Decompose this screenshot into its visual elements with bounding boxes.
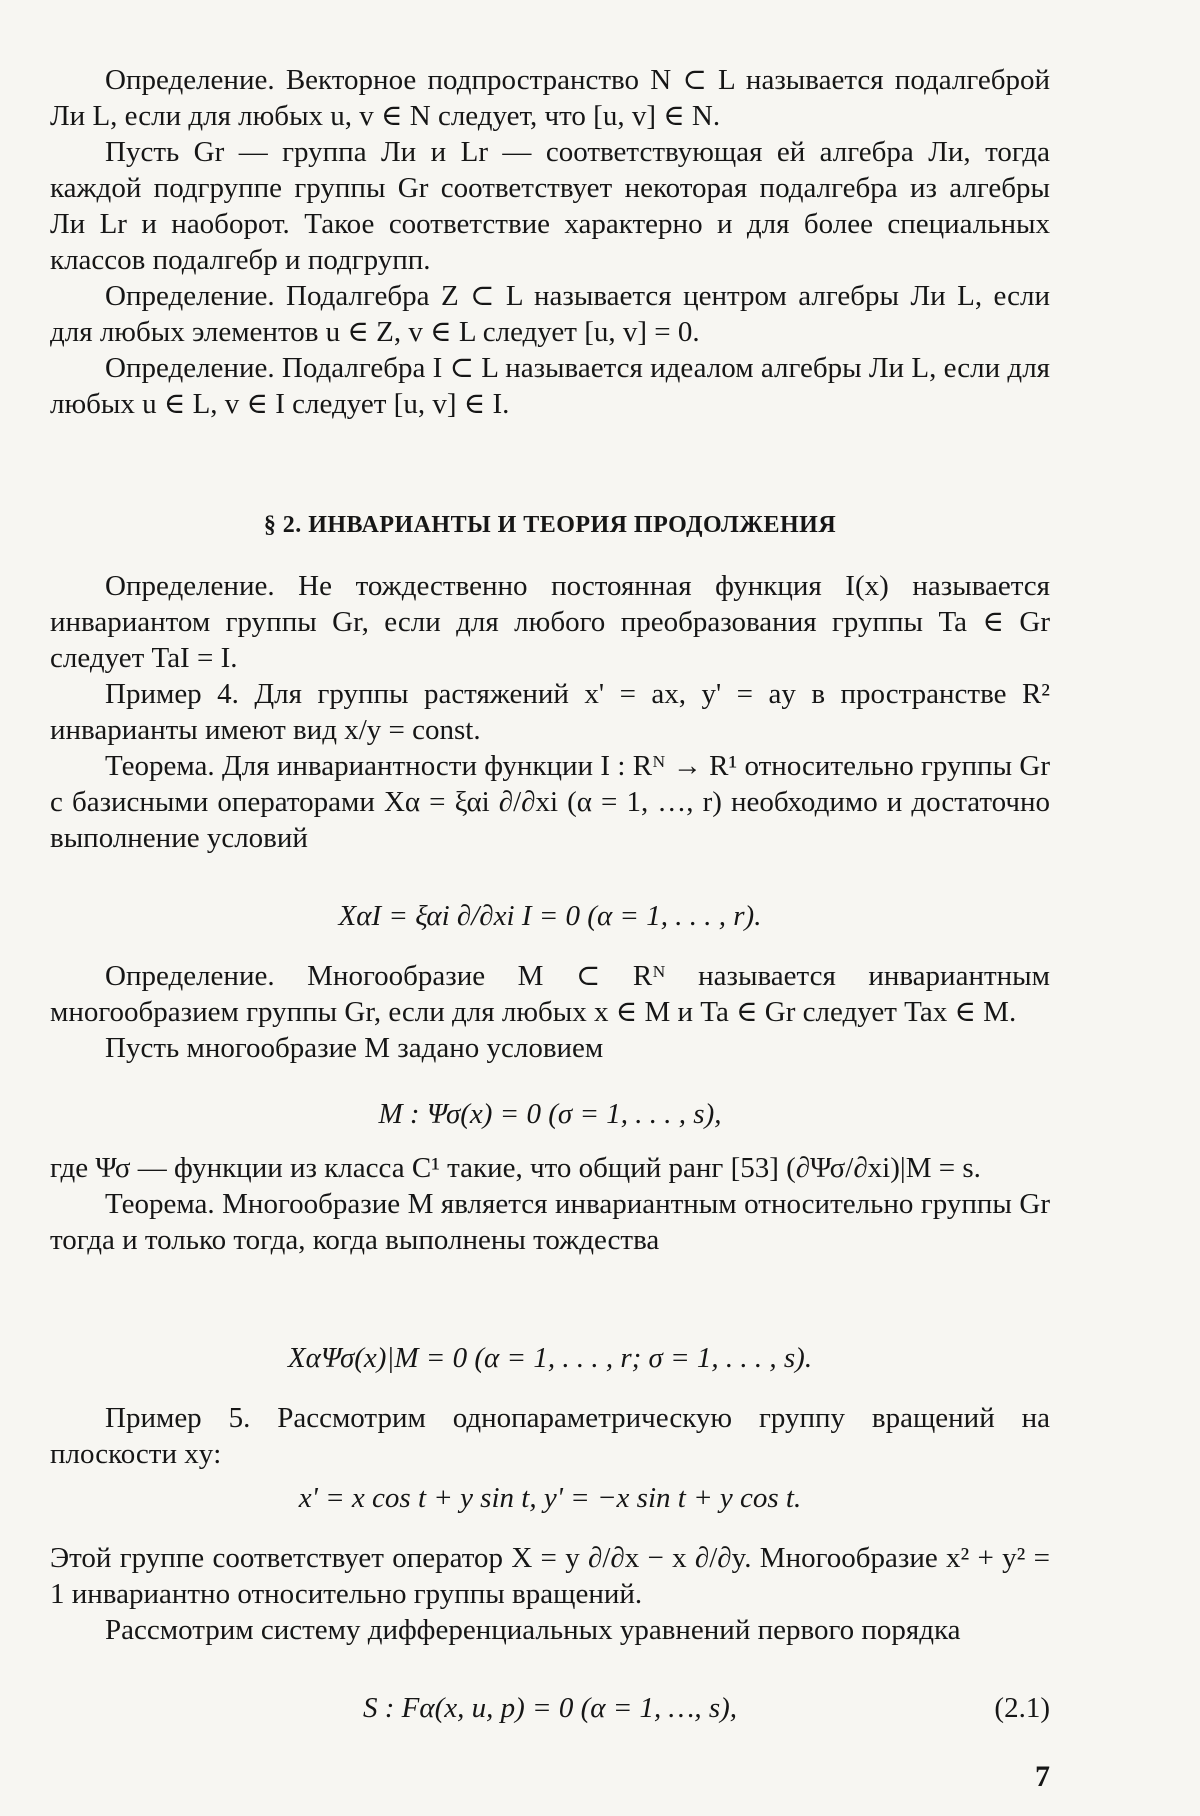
para-example-5: Пример 5. Рассмотрим однопараметрическую группу вращений на плоскости xy: (50, 1402, 1050, 1470)
para-group-algebra-correspondence: Пусть Gr — группа Ли и Lr — соответствующая ей алгебра Ли, тогда каждой подгруппе группы Gr соответствует некоторая подалгебра из алгебры Ли Lr и наоборот. Такое соответствие характерно и для более специальных классов подалгебр и подгрупп. (50, 136, 1050, 276)
section-heading-block (50, 512, 1050, 539)
formula-invariance-block (50, 900, 1050, 933)
formula-rotation: x' = x cos t + y sin t, y' = −x sin t + y cos t. (298, 1482, 802, 1514)
formula-invariance-condition: XαI = ξαi ∂/∂xi I = 0 (α = 1, . . . , r). (338, 900, 762, 932)
para-rotation-operator: Этой группе соответствует оператор X = y ∂/∂x − x ∂/∂y. Многообразие x² + y² = 1 инвариантно относительно группы вращений. (50, 1542, 1050, 1610)
para-manifold-condition: Пусть многообразие M задано условием (105, 1032, 604, 1064)
block-invariants (50, 568, 1050, 856)
para-invariant-manifold-definition: Определение. Многообразие M ⊂ Rᴺ называется инвариантным многообразием группы Gr, если для любых x ∈ M и Ta ∈ Gr следует Tax ∈ M. (50, 960, 1050, 1028)
para-ideal-definition: Определение. Подалгебра I ⊂ L называется идеалом алгебры Ли L, если для любых u ∈ L, v ∈ I следует [u, v] ∈ I. (50, 352, 1050, 420)
section-heading: § 2. ИНВАРИАНТЫ И ТЕОРИЯ ПРОДОЛЖЕНИЯ (263, 512, 837, 538)
block-lie-subalgebra (50, 62, 1050, 422)
para-first-order-system: Рассмотрим систему дифференциальных уравнений первого порядка (105, 1614, 961, 1646)
formula-manifold: M : Ψσ(x) = 0 (σ = 1, . . . , s), (378, 1098, 722, 1130)
equation-number: (2.1) (994, 1692, 1050, 1724)
formula-manifold-block (50, 1098, 1050, 1131)
formula-rotation-block (50, 1482, 1050, 1515)
page-number: 7 (1035, 1760, 1050, 1793)
para-center-definition: Определение. Подалгебра Z ⊂ L называется центром алгебры Ли L, если для любых элементов u ∈ Z, v ∈ L следует [u, v] = 0. (50, 280, 1050, 348)
block-example-5 (50, 1400, 1050, 1472)
block-invariant-manifold (50, 958, 1050, 1066)
para-rank-condition: где Ψσ — функции из класса C¹ такие, что общий ранг [53] (∂Ψσ/∂xi)|M = s. (50, 1152, 981, 1184)
formula-identities: XαΨσ(x)|M = 0 (α = 1, . . . , r; σ = 1, . . . , s). (287, 1342, 813, 1374)
formula-system-text: S : Fα(x, u, p) = 0 (α = 1, …, s), (362, 1692, 738, 1724)
block-rank-theorem (50, 1150, 1050, 1258)
block-operator-system (50, 1540, 1050, 1648)
para-example-4: Пример 4. Для группы растяжений x' = ax, y' = ay в пространстве R² инварианты имеют вид x/y = const. (50, 678, 1050, 746)
formula-system (50, 1692, 1050, 1725)
para-theorem-invariance: Теорема. Для инвариантности функции I : Rᴺ → R¹ относительно группы Gr с базисными операторами Xα = ξαi ∂/∂xi (α = 1, …, r) необходимо и достаточно выполнение условий (50, 750, 1050, 854)
para-theorem-manifold: Теорема. Многообразие M является инвариантным относительно группы Gr тогда и только тогда, когда выполнены тождества (50, 1188, 1050, 1256)
formula-system-block (50, 1692, 1050, 1725)
para-invariant-definition: Определение. Не тождественно постоянная функция I(x) называется инвариантом группы Gr, если для любого преобразования группы Ta ∈ Gr следует TaI = I. (50, 570, 1050, 674)
para-subalgebra-definition: Определение. Векторное подпространство N ⊂ L называется подалгеброй Ли L, если для любых u, v ∈ N следует, что [u, v] ∈ N. (50, 64, 1050, 132)
formula-identity-block (50, 1342, 1050, 1375)
